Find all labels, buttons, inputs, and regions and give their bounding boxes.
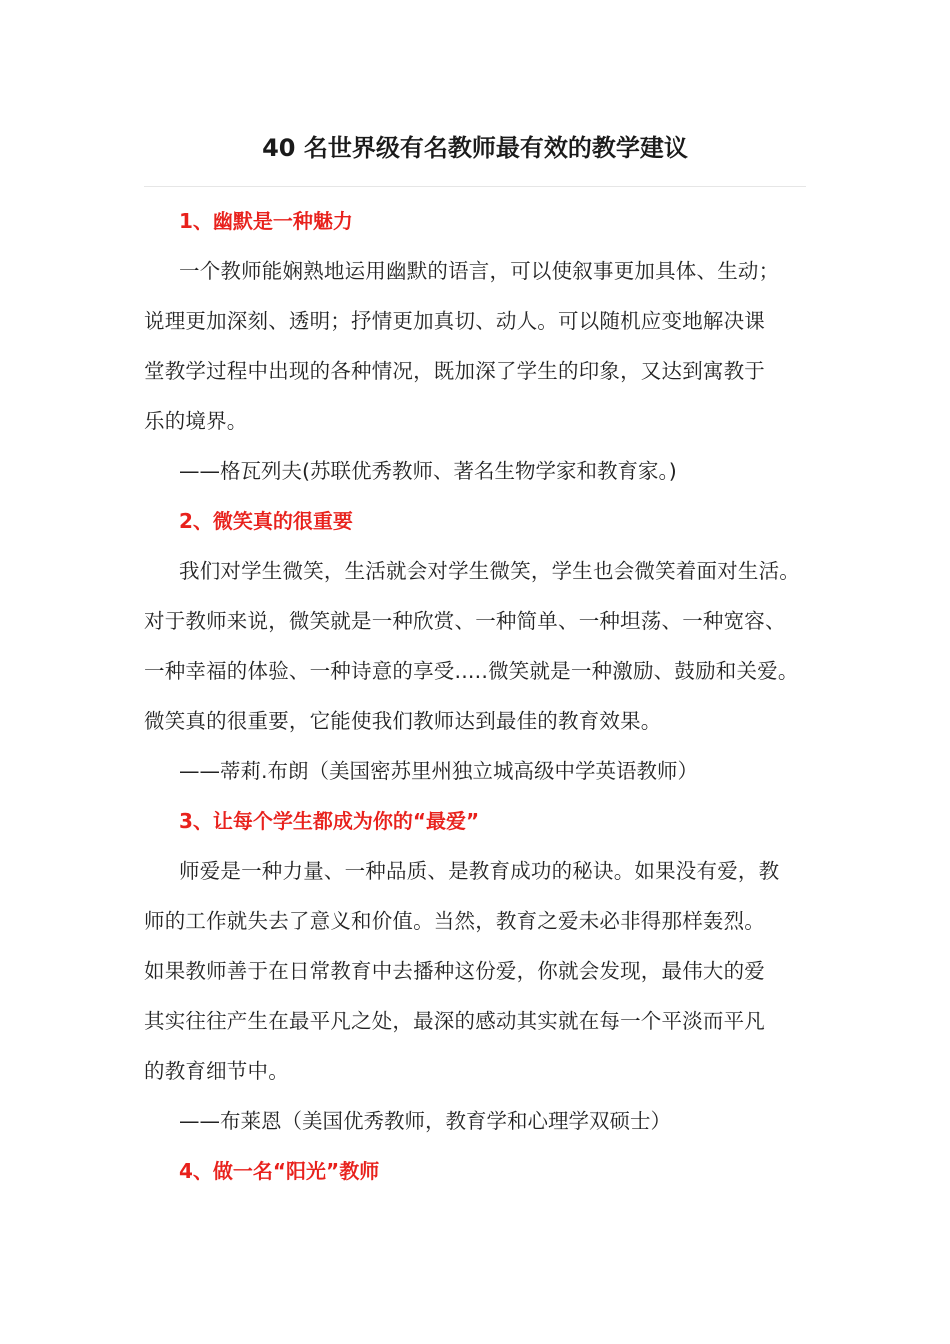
section-2 [144,496,816,796]
document-body [144,196,816,1196]
paragraph-line: 乐的境界。 [144,409,248,433]
paragraph-line: 其实往往产生在最平凡之处，最深的感动其实就在每一个平淡而平凡 [144,1009,765,1033]
section-paragraph [144,246,816,446]
section-heading: 2、微笑真的很重要 [179,509,353,533]
title-divider [144,186,806,187]
paragraph-line: 我们对学生微笑，生活就会对学生微笑，学生也会微笑着面对生活。 [179,559,800,583]
section-4 [144,1146,816,1196]
section-3 [144,796,816,1146]
section-attribution: ——蒂莉.布朗（美国密苏里州独立城高级中学英语教师） [179,759,699,783]
paragraph-line: 的教育细节中。 [144,1059,289,1083]
paragraph-line: 一种幸福的体验、一种诗意的享受.....微笑就是一种激励、鼓励和关爱。 [144,659,799,683]
paragraph-line: 师爱是一种力量、一种品质、是教育成功的秘诀。如果没有爱，教 [179,859,780,883]
section-paragraph [144,546,816,746]
section-heading: 3、让每个学生都成为你的“最爱” [179,809,480,833]
section-paragraph [144,846,816,1096]
paragraph-line: 说理更加深刻、透明；抒情更加真切、动人。可以随机应变地解决课 [144,309,765,333]
section-heading: 1、幽默是一种魅力 [179,209,353,233]
paragraph-line: 微笑真的很重要，它能使我们教师达到最佳的教育效果。 [144,709,662,733]
paragraph-line: 一个教师能娴熟地运用幽默的语言，可以使叙事更加具体、生动； [179,259,780,283]
section-attribution: ——布莱恩（美国优秀教师，教育学和心理学双硕士） [179,1109,671,1133]
paragraph-line: 师的工作就失去了意义和价值。当然，教育之爱未必非得那样轰烈。 [144,909,765,933]
section-attribution: ——格瓦列夫(苏联优秀教师、著名生物学家和教育家。) [179,459,677,483]
paragraph-line: 对于教师来说，微笑就是一种欣赏、一种简单、一种坦荡、一种宽容、 [144,609,786,633]
paragraph-line: 堂教学过程中出现的各种情况，既加深了学生的印象，又达到寓教于 [144,359,765,383]
section-heading: 4、做一名“阳光”教师 [179,1159,380,1183]
paragraph-line: 如果教师善于在日常教育中去播种这份爱，你就会发现，最伟大的爱 [144,959,765,983]
document-title: 40 名世界级有名教师最有效的教学建议 [262,134,688,162]
section-1 [144,196,816,496]
